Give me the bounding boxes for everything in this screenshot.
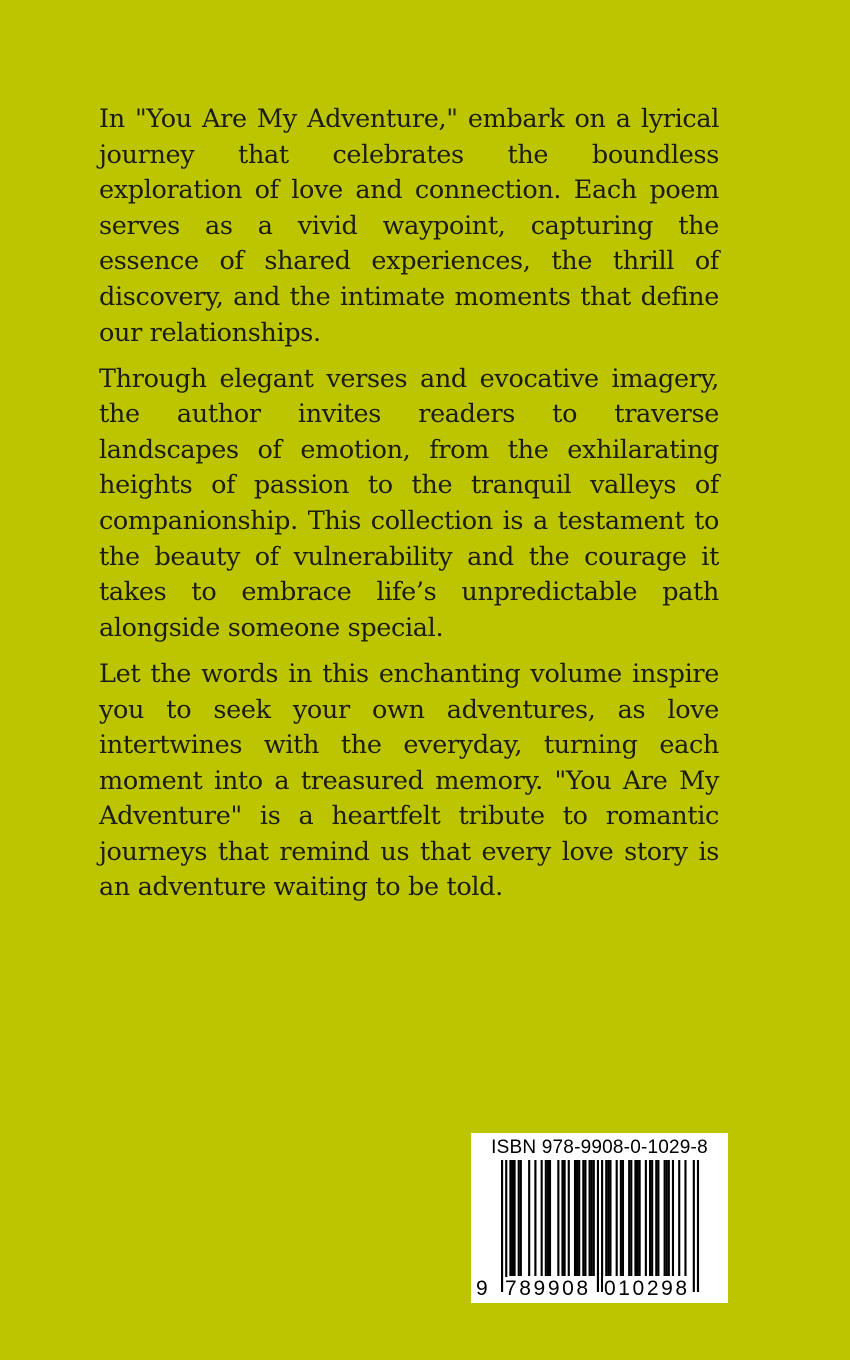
barcode-bar <box>574 1160 576 1276</box>
barcode-bar <box>534 1160 536 1276</box>
barcode-bar <box>697 1160 699 1292</box>
barcode-bar <box>589 1160 591 1276</box>
barcode-bar <box>528 1160 530 1276</box>
barcode-bar <box>657 1160 659 1276</box>
barcode-bar <box>557 1160 559 1276</box>
barcode-bar <box>668 1160 670 1276</box>
blurb-paragraph-2: Through elegant verses and evocative imagery, the author invites readers to traverse landscapes of emotion, from the exhilarating heights of passion to the tranquil valleys of companionship. This collection is a testament to the beauty of vulnerability and the courage it takes to embrace life’s unpredictable path alongside someone special. <box>99 363 719 643</box>
barcode-bar <box>582 1160 584 1276</box>
barcode-bar <box>622 1160 624 1276</box>
barcode-bar <box>636 1160 638 1276</box>
barcode-bar <box>597 1160 599 1292</box>
barcode-bar <box>628 1160 630 1276</box>
barcode-bar <box>549 1160 551 1276</box>
barcode-bar <box>578 1160 580 1276</box>
barcode-bar <box>672 1160 674 1276</box>
barcode-bar <box>616 1160 618 1276</box>
barcode-bar <box>584 1160 586 1276</box>
barcode-bar <box>664 1160 666 1276</box>
barcode-digits-left: 789908 <box>505 1277 591 1300</box>
barcode-bar <box>591 1160 593 1276</box>
barcode-bar <box>541 1160 543 1276</box>
barcode-bar <box>547 1160 549 1276</box>
barcode-bar <box>693 1160 695 1292</box>
barcode-bar <box>518 1160 520 1276</box>
barcode-bar <box>645 1160 647 1276</box>
barcode-bar <box>607 1160 609 1276</box>
barcode-bar <box>545 1160 547 1276</box>
barcode-digits-right: 010298 <box>604 1277 690 1300</box>
barcode-bar <box>678 1160 680 1276</box>
barcode-bar <box>576 1160 578 1276</box>
barcode-bar <box>601 1160 603 1292</box>
blurb-paragraph-1: In "You Are My Adventure," embark on a lyrical journey that celebrates the boundless exploration of love and connection. Each poem serves as a vivid waypoint, capturing the essence of shared experiences, the thrill of discovery, and the intimate moments that define our relationships. <box>99 104 719 348</box>
barcode-bar <box>649 1160 651 1276</box>
barcode-bar <box>639 1160 641 1276</box>
barcode-bar <box>520 1160 522 1276</box>
barcode-bar <box>630 1160 632 1276</box>
barcode-bar <box>609 1160 611 1276</box>
book-blurb <box>99 102 719 917</box>
barcode-bar <box>684 1160 686 1276</box>
barcode-bar <box>564 1160 566 1276</box>
barcode-bar <box>501 1160 503 1292</box>
barcode-bar <box>605 1160 607 1276</box>
barcode-bar <box>593 1160 595 1276</box>
barcode-bar <box>666 1160 668 1276</box>
barcode-bar <box>655 1160 657 1276</box>
barcode-bars <box>489 1160 711 1295</box>
barcode-bar <box>620 1160 622 1276</box>
barcode-bar <box>511 1160 513 1276</box>
barcode-bar <box>505 1160 507 1292</box>
barcode-bar <box>634 1160 636 1276</box>
barcode-bar <box>568 1160 570 1276</box>
isbn-barcode-box <box>471 1133 728 1303</box>
isbn-label: ISBN 978-9908-0-1029-8 <box>491 1137 708 1158</box>
barcode-bar <box>509 1160 511 1276</box>
barcode-bar <box>561 1160 563 1276</box>
blurb-paragraph-3: Let the words in this enchanting volume inspire you to seek your own adventures, as love intertwines with the everyday, turning each moment into a treasured memory. "You Are My Adventure" is a heartfelt tribute to romantic journeys that remind us that every love story is an adventure waiting to be told. <box>99 658 719 903</box>
barcode-bar <box>651 1160 653 1276</box>
barcode-digit-first: 9 <box>476 1277 488 1300</box>
barcode-bar <box>514 1160 516 1276</box>
